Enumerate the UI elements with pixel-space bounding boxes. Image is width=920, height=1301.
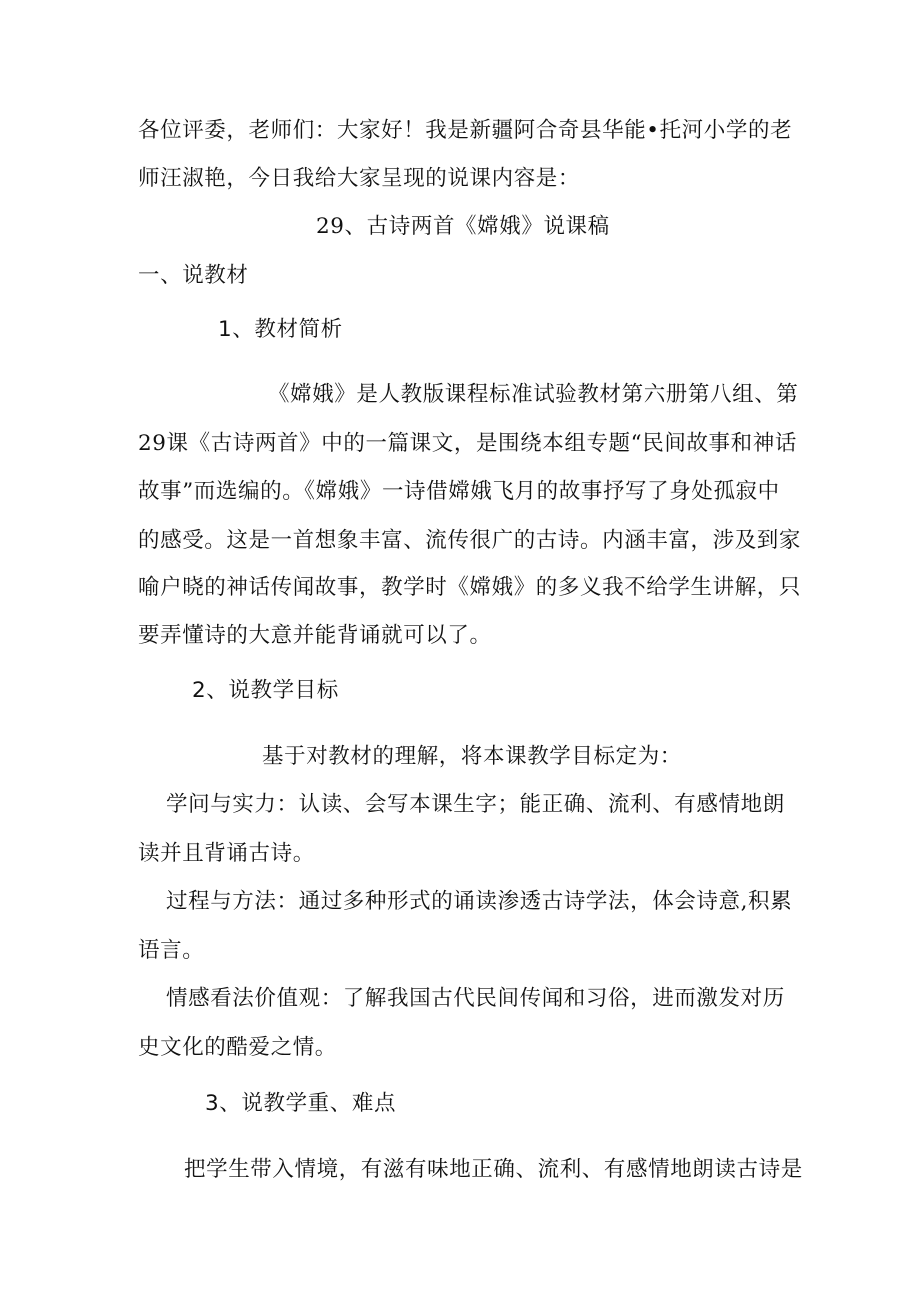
paragraph-line: 基于对教材的理解，将本课教学目标定为： [262, 744, 682, 769]
paragraph-line: 读并且背诵古诗。 [138, 841, 315, 866]
paragraph-line: 过程与方法：通过多种形式的诵读渗透古诗学法，体会诗意,积累 [166, 889, 793, 914]
subsection-heading: 3、说教学重、难点 [205, 1091, 397, 1116]
intro-line: 师汪淑艳，今日我给大家呈现的说课内容是： [138, 166, 581, 191]
paragraph-line: 故事”而选编的。《嫦娥》一诗借嫦娥飞月的故事抒写了身处孤寂中 [138, 479, 780, 504]
intro-line: 各位评委，老师们：大家好！我是新疆阿合奇县华能•托河小学的老 [138, 118, 793, 143]
subsection-heading: 1、教材简析 [218, 317, 343, 342]
paragraph-line: 《嫦娥》是人教版课程标准试验教材第六册第八组、第 [268, 382, 799, 407]
paragraph-line: 语言。 [138, 938, 205, 963]
paragraph-line: 要弄懂诗的大意并能背诵就可以了。 [138, 623, 492, 648]
document-title: 29、古诗两首《嫦娥》说课稿 [316, 214, 610, 239]
paragraph-line: 史文化的酷爱之情。 [138, 1035, 337, 1060]
paragraph-line: 把学生带入情境，有滋有味地正确、流利、有感情地朗读古诗是 [184, 1157, 803, 1182]
paragraph-line: 学问与实力：认读、会写本课生字；能正确、流利、有感情地朗 [166, 792, 785, 817]
paragraph-line: 喻户晓的神话传闻故事，教学时《嫦娥》的多义我不给学生讲解，只 [138, 575, 802, 600]
section-heading: 一、说教材 [138, 263, 249, 288]
subsection-heading: 2、说教学目标 [192, 678, 339, 703]
paragraph-line: 情感看法价值观：了解我国古代民间传闻和习俗，进而激发对历 [166, 986, 785, 1011]
paragraph-line: 的感受。这是一首想象丰富、流传很广的古诗。内涵丰富，涉及到家 [138, 528, 802, 553]
paragraph-line: 29课《古诗两首》中的一篇课文，是围绕本组专题“民间故事和神话 [138, 431, 797, 456]
